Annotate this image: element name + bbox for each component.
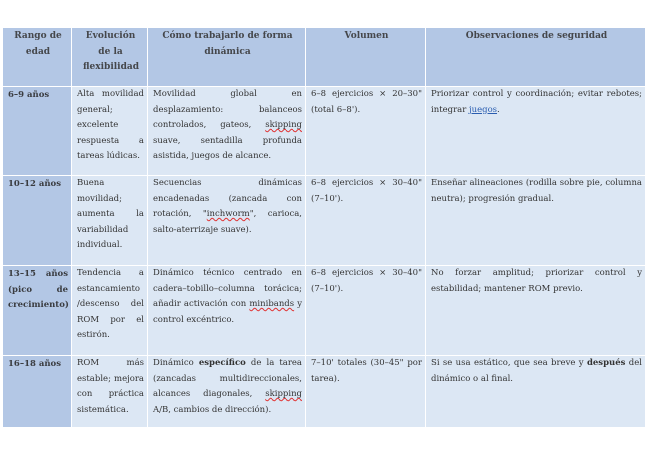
flexibility-cell: Alta movilidad general; excelente respuesta a tareas lúdicas. <box>72 87 148 176</box>
volume-cell: 6–8 ejercicios × 20–30" (total 6–8'). <box>306 87 426 176</box>
flexibility-cell: Tendencia a estancamiento /descenso del ROM por el estirón. <box>72 266 148 356</box>
age-flexibility-table <box>2 27 646 428</box>
header-dynamic-work: Cómo trabajarlo de forma dinámica <box>148 28 306 87</box>
table-row <box>3 356 646 428</box>
table-row <box>3 87 646 176</box>
table-row <box>3 176 646 266</box>
dynamic-work-cell: Movilidad global en desplazamiento: balanceos controlados, gateos, skipping suave, sentadilla profunda asistida, juegos de alcance. <box>148 87 306 176</box>
age-cell: 6–9 años <box>3 87 72 176</box>
safety-cell: Si se usa estático, que sea breve y después del dinámico o al final. <box>426 356 646 428</box>
dynamic-work-cell: Dinámico técnico centrado en cadera–tobillo–columna torácica; añadir activación con minibands y control excéntrico. <box>148 266 306 356</box>
age-cell: 10–12 años <box>3 176 72 266</box>
volume-cell: 6–8 ejercicios × 30–40" (7–10'). <box>306 176 426 266</box>
dynamic-work-cell: Secuencias dinámicas encadenadas (zancada con rotación, "inchworm", carioca, salto-aterrizaje suave). <box>148 176 306 266</box>
volume-cell: 6–8 ejercicios × 30–40" (7–10'). <box>306 266 426 356</box>
header-row <box>3 28 646 87</box>
header-volume: Volumen <box>306 28 426 87</box>
dynamic-work-cell: Dinámico específico de la tarea (zancadas multidireccionales, alcances diagonales, skipping A/B, cambios de dirección). <box>148 356 306 428</box>
flexibility-cell: Buena movilidad; aumenta la variabilidad individual. <box>72 176 148 266</box>
age-cell: 13–15 años (pico de crecimiento) <box>3 266 72 356</box>
header-flexibility: Evolución de la flexibilidad <box>72 28 148 87</box>
safety-cell: Priorizar control y coordinación; evitar rebotes; integrar juegos. <box>426 87 646 176</box>
volume-cell: 7–10' totales (30–45" por tarea). <box>306 356 426 428</box>
flexibility-cell: ROM más estable; mejora con práctica sistemática. <box>72 356 148 428</box>
safety-cell: Enseñar alineaciones (rodilla sobre pie, columna neutra); progresión gradual. <box>426 176 646 266</box>
header-age-range: Rango de edad <box>3 28 72 87</box>
header-safety: Observaciones de seguridad <box>426 28 646 87</box>
table-row <box>3 266 646 356</box>
juegos-link[interactable]: juegos <box>468 104 498 115</box>
age-cell: 16–18 años <box>3 356 72 428</box>
safety-cell: No forzar amplitud; priorizar control y estabilidad; mantener ROM previo. <box>426 266 646 356</box>
